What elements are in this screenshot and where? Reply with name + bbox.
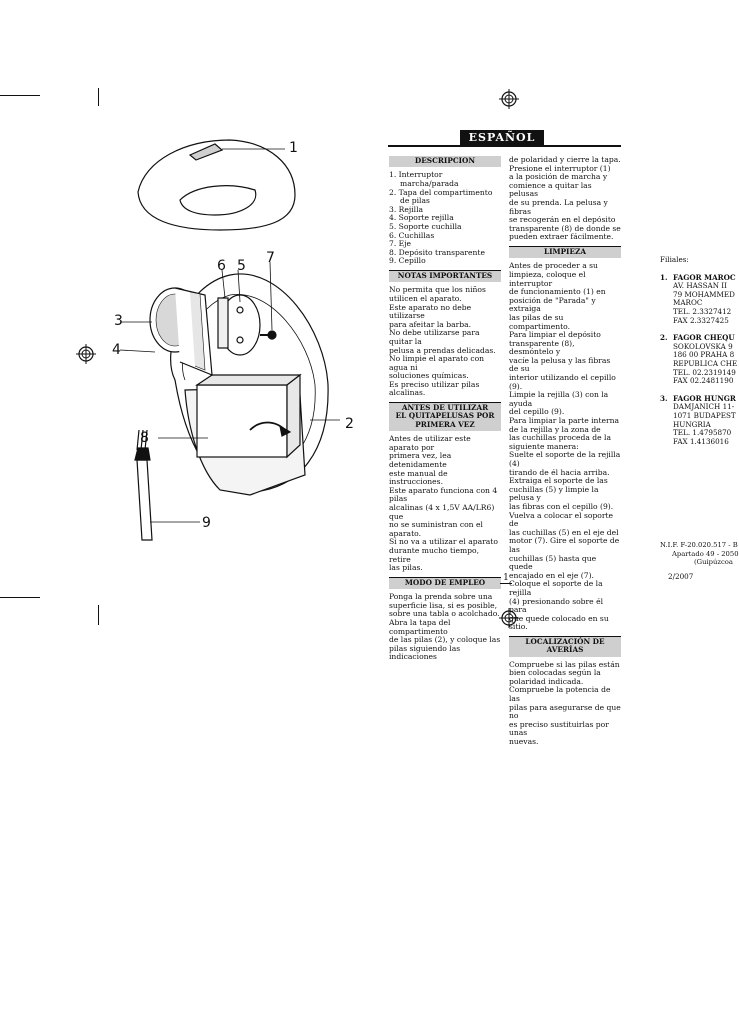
text-line: pelusa a prendas delicadas. — [389, 345, 496, 355]
filial-number: 3. — [660, 393, 668, 403]
text-line: de funcionamiento (1) en — [509, 287, 606, 297]
page-number: 1 — [500, 573, 512, 584]
text-line: para afeitar la barba. — [389, 319, 472, 329]
text-line: nuevas. — [509, 737, 539, 747]
filial-line: DAMJANICH 11- — [673, 402, 735, 412]
text-line: motor (7). Gire el soporte de las — [509, 536, 620, 554]
text-line: de su prenda. La pelusa y fibras — [509, 197, 608, 216]
section-header-averias: LOCALIZACIÓN DE AVERÍAS — [509, 636, 621, 657]
text-line: pilas siguiendo las indicaciones — [389, 643, 461, 662]
text-line: no se suministran con el aparato. — [389, 520, 483, 538]
callout-2: 2 — [345, 416, 354, 432]
averias-body — [509, 661, 621, 747]
list-item: 8. Depósito transparente — [389, 247, 485, 257]
text-line: a la posición de marcha y — [509, 172, 608, 182]
text-line: bien colocadas según la — [509, 668, 601, 678]
filiales-footer — [660, 541, 739, 567]
text-line: de la rejilla y la zona de — [509, 424, 601, 434]
text-line: Para limpiar la parte interna — [509, 416, 620, 426]
column-1 — [389, 156, 501, 662]
text-line: Presione el interruptor (1) — [509, 163, 611, 173]
text-line: (4) presionando sobre él para — [509, 596, 603, 615]
callout-8: 8 — [140, 430, 149, 446]
filial-name: FAGOR HUNGR — [673, 393, 736, 403]
text-line: transparente (8), desmóntelo y — [509, 338, 575, 357]
footer-line: N.I.F. F-20.020.517 - B — [660, 541, 738, 549]
text-line: las pilas. — [389, 563, 423, 573]
text-line: de polaridad y cierre la tapa. — [509, 155, 621, 164]
text-line: las cuchillas proceda de la — [509, 433, 612, 443]
text-line: sobre una tabla o acolchado. — [389, 609, 500, 619]
notas-body — [389, 286, 501, 398]
list-item: 4. Soporte rejilla — [389, 213, 454, 223]
text-line: Suelte el soporte de la rejilla (4) — [509, 450, 621, 468]
text-line: primera vez, lea detenidamente — [389, 451, 452, 470]
text-line: superficie lisa, si es posible, — [389, 600, 498, 610]
text-line: se recogerán en el depósito — [509, 215, 616, 225]
filial-line: HUNGRIA — [673, 419, 711, 429]
text-line: Abra la tapa del compartimento — [389, 617, 451, 636]
text-line: del cepillo (9). — [509, 407, 565, 417]
text-line: Compruebe la potencia de las — [509, 685, 611, 704]
crop-mark-top-left-h — [0, 95, 40, 96]
crop-mark-top-left-v — [98, 88, 99, 106]
crop-mark-bottom-left-v — [98, 605, 99, 625]
registration-mark-left-icon — [76, 344, 96, 364]
text-line: soluciones químicas. — [389, 371, 469, 381]
text-line: este manual de instrucciones. — [389, 468, 448, 487]
list-item: 1. Interruptor marcha/parada — [389, 170, 459, 188]
text-line: No debe utilizarse para quitar la — [389, 328, 480, 346]
filiales-title: Filiales: — [660, 255, 689, 264]
header-line: PRIMERA VEZ — [415, 419, 475, 429]
list-item: 6. Cuchillas — [389, 230, 435, 240]
text-line: interior utilizando el cepillo (9). — [509, 373, 616, 391]
text-line: Para limpiar el depósito — [509, 330, 601, 340]
filial-line: REPUBLICA CHE — [673, 358, 738, 368]
callout-5: 5 — [237, 258, 246, 274]
text-line: Ponga la prenda sobre una — [389, 592, 493, 602]
filial-number: 2. — [660, 333, 668, 343]
filiales-column — [660, 255, 738, 446]
text-line: Si no va a utilizar el aparato — [389, 537, 498, 547]
filial-entry — [660, 272, 736, 326]
text-line: Extraiga el soporte de las — [509, 476, 608, 486]
parts-list — [389, 171, 501, 266]
list-item: 7. Eje — [389, 239, 412, 249]
text-line: posición de "Parada" y extraiga — [509, 295, 596, 314]
text-line: Antes de proceder a su — [509, 261, 598, 271]
text-line: es preciso sustituirlas por unas — [509, 719, 609, 738]
filial-line: TEL. 2.3327412 — [673, 306, 732, 316]
footer-line: Apartado 49 - 2050 — [672, 549, 739, 558]
crop-mark-bottom-left-h — [0, 597, 40, 598]
registration-mark-top-icon — [499, 89, 519, 109]
filial-name: FAGOR CHEQU — [673, 333, 735, 343]
text-line: Coloque el soporte de la rejilla — [509, 579, 603, 597]
text-line: No limpie el aparato con agua ni — [389, 354, 485, 372]
text-line: cuchillas (5) hasta que quede — [509, 553, 597, 572]
section-header-modo: MODO DE EMPLEO — [389, 577, 501, 589]
text-line: las fibras con el cepillo (9). — [509, 501, 614, 511]
section-header-limpieza: LIMPIEZA — [509, 246, 621, 258]
filial-line: TEL. 02.2319149 — [673, 367, 736, 377]
filial-line: 186 00 PRAHA 8 — [673, 350, 735, 360]
text-line: Compruebe si las pilas están — [509, 659, 620, 669]
text-line: Vuelva a colocar el soporte de — [509, 510, 614, 529]
list-item: 9. Cepillo — [389, 256, 426, 266]
modo-body — [389, 593, 501, 662]
callout-9: 9 — [202, 515, 211, 531]
document-date: 2/2007 — [668, 572, 694, 581]
filial-entry — [660, 393, 736, 447]
filial-entry — [660, 333, 738, 386]
list-item: 2. Tapa del compartimento de pilas — [389, 187, 493, 206]
filial-line: FAX 1.4136016 — [673, 436, 729, 446]
footer-line: (Guipúzcoa — [694, 558, 733, 567]
text-line: encajado en el eje (7). — [509, 570, 594, 580]
limpieza-body — [509, 262, 621, 632]
filial-line: 79 MOHAMMED — [673, 289, 735, 299]
text-line: las pilas de su compartimento. — [509, 312, 571, 331]
section-header-antes — [389, 402, 501, 431]
callout-1: 1 — [289, 140, 298, 156]
text-line: comience a quitar las pelusas — [509, 180, 592, 199]
text-line: Limpie la rejilla (3) con la ayuda — [509, 390, 609, 408]
text-line: transparente (8) de donde se — [509, 223, 621, 233]
text-line: pueden extraer fácilmente. — [509, 232, 614, 242]
callout-6: 6 — [217, 258, 226, 274]
filial-line: MAROC — [673, 298, 703, 308]
text-line: alcalinas. — [389, 388, 426, 398]
callout-7: 7 — [266, 250, 275, 266]
text-line: No permita que los niños — [389, 285, 486, 295]
language-banner-rule — [388, 145, 621, 147]
list-item: 5. Soporte cuchilla — [389, 221, 462, 231]
text-line: las cuchillas (5) en el eje del — [509, 527, 619, 537]
header-line: EL QUITAPELUSAS POR — [395, 411, 495, 421]
text-line: Antes de utilizar este aparato por — [389, 434, 471, 452]
filial-name: FAGOR MAROC — [673, 272, 736, 282]
filial-number: 1. — [660, 272, 668, 282]
text-line: tirando de él hacia arriba. — [509, 467, 610, 477]
text-line: Es preciso utilizar pilas — [389, 379, 480, 389]
text-line: Este aparato no debe utilizarse — [389, 302, 472, 321]
text-line: cuchillas (5) y limpie la pelusa y — [509, 484, 599, 503]
lint-remover-exploded-diagram — [100, 130, 370, 550]
text-line: polaridad indicada. — [509, 676, 584, 686]
antes-body — [389, 435, 501, 573]
filial-line: FAX 2.3327425 — [673, 315, 729, 325]
language-banner: ESPAÑOL — [460, 130, 544, 146]
housing-top — [138, 140, 295, 230]
filial-line: 1071 BUDAPEST — [673, 410, 736, 420]
filial-line: TEL. 1.4795870 — [673, 428, 732, 438]
intro-body — [509, 156, 621, 242]
text-line: de las pilas (2), y coloque las — [389, 635, 501, 645]
header-line: ANTES DE UTILIZAR — [401, 403, 489, 413]
text-line: siguiente manera: — [509, 441, 579, 451]
filial-line: FAX 02.2481190 — [673, 376, 734, 386]
section-header-descripcion: DESCRIPCION — [389, 156, 501, 167]
section-header-notas: NOTAS IMPORTANTES — [389, 270, 501, 282]
filial-line: SOKOLOVSKA 9 — [673, 341, 733, 351]
callout-3: 3 — [114, 313, 123, 329]
text-line: durante mucho tiempo, retire — [389, 546, 480, 564]
filial-line: AV. HASSAN II — [673, 281, 727, 291]
text-line: utilicen el aparato. — [389, 293, 462, 303]
list-item: 3. Rejilla — [389, 204, 424, 214]
text-line: Este aparato funciona con 4 pilas — [389, 485, 498, 504]
text-line: alcalinas (4 x 1,5V AA/LR6) que — [389, 503, 495, 521]
text-line: pilas para asegurarse de que no — [509, 702, 621, 721]
text-line: que quede colocado en su sitio. — [509, 613, 609, 632]
text-line: vacíe la pelusa y las fibras de su — [509, 355, 611, 374]
brush — [137, 460, 152, 540]
column-2 — [509, 156, 621, 747]
text-line: limpieza, coloque el interruptor — [509, 269, 586, 288]
callout-4: 4 — [112, 342, 121, 358]
